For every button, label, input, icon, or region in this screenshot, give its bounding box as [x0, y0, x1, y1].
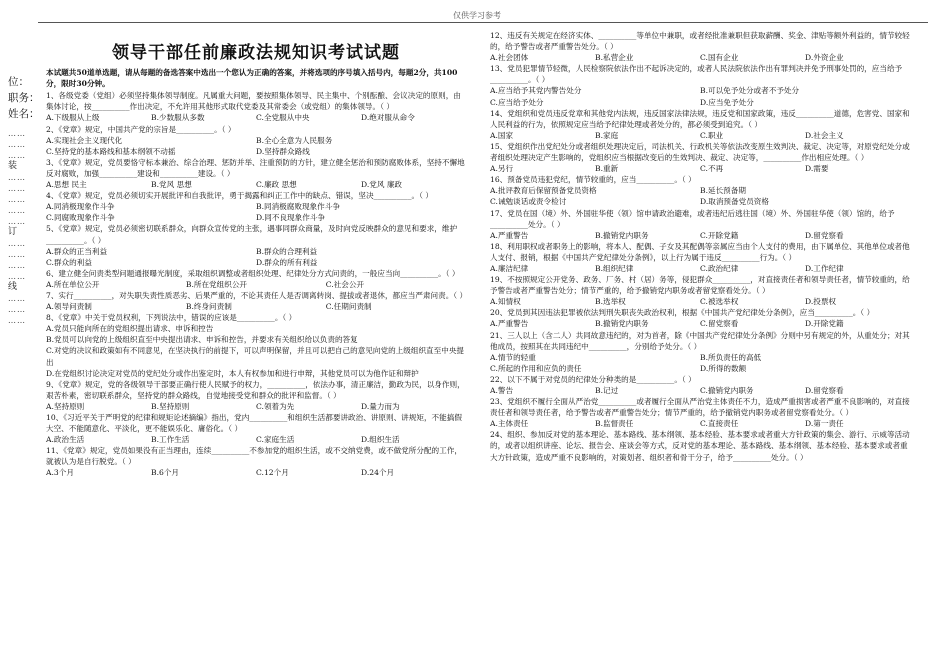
- question-item: [490, 396, 910, 429]
- question-text: 7、实行__________，对失职失责性质恶劣、后果严重的，不论其责任人是否调离转岗、提拔或者退休，都应当严肃问责。（ ）: [46, 290, 468, 300]
- question-item: [46, 379, 466, 412]
- question-text: 1、各级党委（党组）必须坚持集体领导制度。凡属重大问题，要按照集体领导、民主集中、个别酝酿、会议决定的原则，由集体讨论，按__________作出决定，不允许用其他形式取代党委及其常委会（或党组）的集体领导。（ ）: [46, 91, 461, 112]
- answer-option: B.坚持原则: [151, 401, 190, 411]
- answer-option: A.思想 民主: [46, 180, 87, 190]
- question-text: 24、组织、参加反对党的基本理论、基本路线、基本纲领、基本经验、基本要求或者重大方针政策的集会、游行、示威等活动的，或者以组织讲座、论坛、报告会、座谈会等方式，反对党的基本理论、基本路线、基本纲领、基本经验、基本要求或者重大方针政策，造成严重不良影响的，对策划者、组织者和骨干分子，给予__________处分。（ ）: [490, 430, 910, 462]
- question-text: 15、党组织作出党纪处分或者组织处理决定后，司法机关、行政机关等依法改变原生效判决、裁定、决定等，对原党纪处分或者组织处理决定产生影响的，党组织应当根据改变后的生效判决、裁定、决定等，__________作出相应处理。（ ）: [490, 141, 910, 163]
- question-item: [46, 312, 466, 379]
- question-item: [46, 90, 466, 123]
- answer-option: A.情节的轻重: [490, 352, 536, 362]
- answer-option: C.任期问责制: [325, 302, 372, 312]
- answer-option: D.留党察看: [805, 230, 844, 240]
- question-item: [490, 30, 910, 63]
- question-text: 23、党组织不履行全面从严治党__________或者履行全面从严治党主体责任不力，造成严重损害或者严重不良影响的，对直接责任者和领导责任者，给予警告或者严重警告处分；情节严重的，给予撤销党内职务或者留党察看处分。（ ）: [490, 397, 910, 418]
- question-item: [490, 330, 910, 374]
- left-question-list: [46, 90, 466, 478]
- answer-option: C.开除党籍: [700, 230, 739, 240]
- question-item: [490, 141, 910, 174]
- answer-option: A.严重警告: [490, 319, 529, 329]
- answer-options: [490, 130, 910, 141]
- question-text: 16、预备党员违犯党纪，情节较重的，应当__________。（ ）: [490, 175, 696, 185]
- position-field-label: 职务：: [8, 92, 40, 104]
- answer-option: C.撤销党内职务: [700, 386, 754, 395]
- answer-option: B.选举权: [595, 297, 626, 307]
- answer-option: D.党风 廉政: [361, 180, 403, 190]
- answer-option: B.党员可以向党的上级组织直至中央提出请求、申诉和控告，并要求有关组织给以负责的答复: [46, 335, 358, 345]
- answer-options: [490, 230, 910, 241]
- answer-option: A.警告: [490, 386, 514, 395]
- answer-option: B.终身问责制: [185, 302, 232, 312]
- binding-mark-xian: 线: [8, 282, 18, 292]
- answer-options: [46, 179, 466, 190]
- answer-options: [490, 352, 910, 374]
- question-item: [490, 374, 910, 396]
- question-item: [490, 108, 910, 141]
- answer-option: C.廉政 思想: [256, 180, 297, 190]
- answer-option: C.被选举权: [700, 297, 739, 307]
- question-item: [46, 190, 466, 223]
- answer-option: C.群众的利益: [46, 257, 92, 267]
- answer-option: A.3个月: [46, 468, 74, 478]
- answer-option: B.同消极腐败现象作斗争: [256, 202, 340, 212]
- answer-option: B.可以免予处分或者不予处分: [700, 86, 800, 96]
- question-text: 6、建立健全问责类型问题通报曝光制度，采取组织调整或者组织处理、纪律处分方式问责的，一般应当向__________。（ ）: [46, 268, 460, 278]
- answer-option: C.职业: [700, 130, 724, 140]
- answer-option: A.政治生活: [46, 435, 85, 445]
- answer-options: [490, 318, 910, 329]
- question-text: 19、不按照规定公开党务、政务、厂务、村（居）务等，侵犯群众__________，对直接责任者和领导责任者，情节较重的，给予警告或者严重警告处分；情节严重的，给予撤销党内职务或者留党察看处分。（ ）: [490, 275, 910, 296]
- answer-option: A.群众的正当利益: [46, 246, 108, 256]
- answer-option: D.量力而为: [361, 401, 400, 411]
- answer-option: A.批评教育后保留预备党员资格: [490, 186, 597, 196]
- answer-options: [490, 385, 910, 396]
- answer-options: [46, 112, 466, 123]
- unit-field-label: 位：: [8, 76, 29, 88]
- answer-option: A.坚持原则: [46, 401, 85, 411]
- answer-option: C.全党服从中央: [256, 113, 310, 123]
- answer-option: C.12个月: [256, 468, 289, 478]
- answer-options: [46, 434, 466, 445]
- question-item: [490, 174, 910, 207]
- question-item: [490, 274, 910, 307]
- answer-option: D.应当免予处分: [700, 97, 754, 107]
- binding-mark-zhuang: 装: [8, 161, 18, 171]
- answer-option: D.绝对服从命令: [361, 113, 415, 123]
- answer-option: A.下级服从上级: [46, 113, 100, 123]
- answer-option: D.外资企业: [805, 53, 844, 63]
- answer-option: A.知情权: [490, 297, 521, 307]
- answer-option: C.不再: [700, 164, 724, 174]
- question-text: 18、利用职权或者职务上的影响，将本人、配偶、子女及其配偶等亲属应当由个人支付的费用，由下属单位、其他单位或者他人支付、报销，根据《中国共产党纪律处分条例》，以上行为属于违反__________行为。（ ）: [490, 241, 910, 262]
- answer-option: D.取消预备党员资格: [700, 197, 769, 207]
- answer-option: B.监督责任: [595, 419, 634, 429]
- answer-option: A.领导问责制: [46, 302, 92, 312]
- answer-option: C.国有企业: [700, 53, 739, 63]
- answer-option: C.政治纪律: [700, 263, 739, 273]
- question-text: 5、《党章》规定，党员必须密切联系群众，向群众宣传党的主张，遇事同群众商量，及时向党反映群众的意见和要求，维护__________。（ ）: [46, 224, 458, 245]
- answer-option: B.记过: [595, 386, 619, 395]
- answer-option: A.国家: [490, 130, 514, 140]
- answer-option: D.社会主义: [805, 130, 844, 140]
- question-text: 22、以下不属于对党员的纪律处分种类的是__________。（ ）: [490, 374, 696, 384]
- question-item: [490, 63, 910, 107]
- answer-option: D.开除党籍: [805, 319, 844, 329]
- answer-option: B.党风 思想: [151, 180, 192, 190]
- question-text: 10、《习近平关于严明党的纪律和规矩论述摘编》指出，党内__________和组织生活都要讲政治、讲原则、讲规矩，不能搞假大空、不能随意化、平淡化，更不能娱乐化、庸俗化。（ ）: [46, 413, 462, 434]
- answer-option: D.24个月: [361, 468, 395, 478]
- exam-title: 领导干部任前廉政法规知识考试试题: [112, 43, 400, 63]
- answer-option: A.所在单位公开: [46, 279, 100, 289]
- answer-options: [490, 263, 910, 274]
- answer-option: A.同消极现象作斗争: [46, 202, 115, 212]
- answer-option: C.应当给予处分: [490, 97, 544, 107]
- binding-mark-ding: 订: [8, 227, 18, 237]
- question-item: [490, 241, 910, 274]
- right-column: [490, 30, 910, 463]
- answer-option: C.领着为先: [256, 401, 295, 411]
- answer-option: D.坚持群众路线: [256, 146, 310, 156]
- answer-option: D.群众的所有利益: [256, 257, 318, 267]
- answer-option: D.在党组织讨论决定对党员的党纪处分或作出鉴定时，本人有权参加和进行申辩，其他党员可以为他作证和辩护: [46, 368, 419, 378]
- question-text: 13、党员犯罪情节轻微，人民检察院依法作出不起诉决定的，或者人民法院依法作出有罪判决并免予刑事处罚的，应当给予__________。（ ）: [490, 64, 903, 85]
- answer-option: B.6个月: [151, 468, 180, 478]
- answer-option: C.诫勉谈话或责令检讨: [490, 197, 567, 207]
- answer-option: A.另行: [490, 164, 514, 174]
- answer-options: [490, 185, 910, 207]
- answer-option: C.直接责任: [700, 419, 739, 429]
- answer-option: A.主体责任: [490, 419, 529, 429]
- answer-options: [490, 85, 910, 107]
- question-item: [46, 223, 466, 267]
- answer-option: B.工作生活: [151, 435, 190, 445]
- answer-option: C.留党察看: [700, 319, 739, 329]
- question-item: [490, 429, 910, 462]
- question-item: [46, 268, 466, 290]
- answer-option: C.坚持党的基本路线和基本纲领不动摇: [46, 146, 176, 156]
- answer-option: B.私营企业: [595, 53, 634, 63]
- answer-option: B.少数服从多数: [151, 113, 205, 123]
- answer-option: A.党员只能向所在的党组织提出请求、申诉和控告: [46, 324, 214, 334]
- question-text: 12、违反有关规定在经济实体、__________等单位中兼职，或者经批准兼职但获取薪酬、奖金、津贴等额外利益的，情节较轻的，给予警告或者严重警告处分。（ ）: [490, 31, 910, 52]
- name-field-label: 姓名：: [8, 108, 40, 120]
- answer-option: A.实现社会主义现代化: [46, 135, 123, 145]
- question-text: 14、党组织和党员违反党章和其他党内法规，违反国家法律法规，违反党和国家政策，违反__________道德，危害党、国家和人民利益的行为，依照规定应当给予纪律处理或者处分的，都必须受到追究。（ ）: [490, 108, 910, 129]
- header-rule: [38, 22, 928, 23]
- answer-options: [46, 201, 466, 223]
- question-text: 17、党员在国（境）外、外国驻华使（领）馆申请政治避难，或者违纪后逃往国（境）外、外国驻华使（领）馆的，给予__________处分。（ ）: [490, 208, 895, 229]
- exam-instructions: 本试题共50道单选题，请从每题的备选答案中选出一个您认为正确的答案，并将选项的序号填入括号内，每题2分，共100分，限时30分钟。: [46, 68, 458, 89]
- question-text: 21、三人以上（含二人）共同故意违纪的，对为首者，除《中国共产党纪律处分条例》分则中另有规定的外，从重处分；对其他成员，按照其在共同违纪中__________，分别给予处分。（ ）: [490, 330, 910, 351]
- answer-option: A.社会团体: [490, 53, 529, 63]
- answer-option: B.组织纪律: [595, 263, 634, 273]
- answer-option: B.全心全意为人民服务: [256, 135, 333, 145]
- question-text: 9、《党章》规定，党的各级领导干部要正确行使人民赋予的权力，__________，依法办事，清正廉洁，勤政为民，以身作则，艰苦朴素，密切联系群众，坚持党的群众路线，自觉地接受党和群众的批评和监督。（ ）: [46, 379, 465, 400]
- answer-option: B.所在党组织公开: [185, 279, 248, 289]
- left-column: [46, 30, 466, 479]
- answer-option: D.所得的数额: [700, 363, 747, 373]
- answer-option: A.廉洁纪律: [490, 263, 529, 273]
- answer-option: B.重新: [595, 164, 619, 174]
- binding-dots: …… …… ……: [8, 129, 26, 160]
- answer-option: D.留党察看: [805, 386, 844, 395]
- answer-options: [490, 52, 910, 63]
- answer-options: [490, 296, 910, 307]
- question-item: [490, 307, 910, 329]
- answer-option: D.需要: [805, 164, 829, 174]
- answer-option: C.同腐败现象作斗争: [46, 213, 115, 223]
- answer-option: A.严重警告: [490, 230, 529, 240]
- question-text: 2、《党章》规定，中国共产党的宗旨是__________。（ ）: [46, 124, 236, 134]
- answer-options: [46, 401, 466, 412]
- binding-margin: 位： 职务： 姓名： …… …… …… 装 …… …… …… …… …… 订 …… …… …… …… 线 …… …… ……: [8, 74, 46, 326]
- answer-option: C.家庭生活: [256, 435, 295, 445]
- answer-options: [46, 301, 466, 312]
- answer-options: [46, 467, 466, 478]
- page-header: 仅供学习参考: [453, 11, 501, 20]
- answer-option: B.撤销党内职务: [595, 319, 649, 329]
- question-text: 4、《党章》规定，党员必须切实开展批评和自我批评，勇于揭露和纠正工作中的缺点、错误，坚决__________。（ ）: [46, 191, 433, 201]
- answer-option: B.所负责任的高低: [700, 352, 762, 362]
- answer-option: D.同不良现象作斗争: [256, 213, 325, 223]
- question-text: 11、《党章》规定，党员如果没有正当理由，连续__________不参加党的组织生活，或不交纳党费，或不做党所分配的工作，就被认为是自行脱党。（ ）: [46, 446, 462, 467]
- question-item: [46, 290, 466, 312]
- question-text: 3、《党章》规定，党员要恪守标本兼治、综合治理、惩防并举、注重预防的方针，建立健全惩治和预防腐败体系，坚持不懈地反对腐败，加强__________建设和__________建设。（ ）: [46, 157, 465, 178]
- question-text: 8、《党章》中关于党员权利，下列说法中，错误的应该是__________。（ ）: [46, 313, 297, 323]
- question-item: [490, 208, 910, 241]
- answer-options: [46, 279, 466, 290]
- answer-options: [490, 163, 910, 174]
- question-item: [46, 412, 466, 445]
- answer-option: B.群众的合理利益: [256, 246, 318, 256]
- answer-option: D.投票权: [805, 297, 837, 307]
- answer-option: D.第一责任: [805, 419, 844, 429]
- answer-option: B.延长预备期: [700, 186, 746, 196]
- answer-options: [490, 418, 910, 429]
- answer-option: C.所起的作用和应负的责任: [490, 363, 582, 373]
- right-question-list: [490, 30, 910, 463]
- question-text: 20、党员到其因违法犯罪被依法判刑失职丧失政治权利，根据《中国共产党纪律处分条例》，应当__________。（ ）: [490, 308, 875, 318]
- answer-option: B.撤销党内职务: [595, 230, 649, 240]
- answer-option: D.工作纪律: [805, 263, 844, 273]
- answer-option: D.组织生活: [361, 435, 400, 445]
- answer-option: C.社会公开: [325, 279, 365, 289]
- answer-option: A.应当给予其党内警告处分: [490, 86, 582, 96]
- answer-option: C.对党的决议和政策如有不同意见，在坚决执行的前提下，可以声明保留，并且可以把自己的意见向党的上级组织直至中央提出: [46, 346, 465, 367]
- question-item: [46, 445, 466, 478]
- answer-option: B.家庭: [595, 130, 619, 140]
- question-item: [46, 124, 466, 157]
- answer-options: [46, 323, 466, 378]
- answer-options: [46, 246, 466, 268]
- question-item: [46, 157, 466, 190]
- answer-options: [46, 135, 466, 157]
